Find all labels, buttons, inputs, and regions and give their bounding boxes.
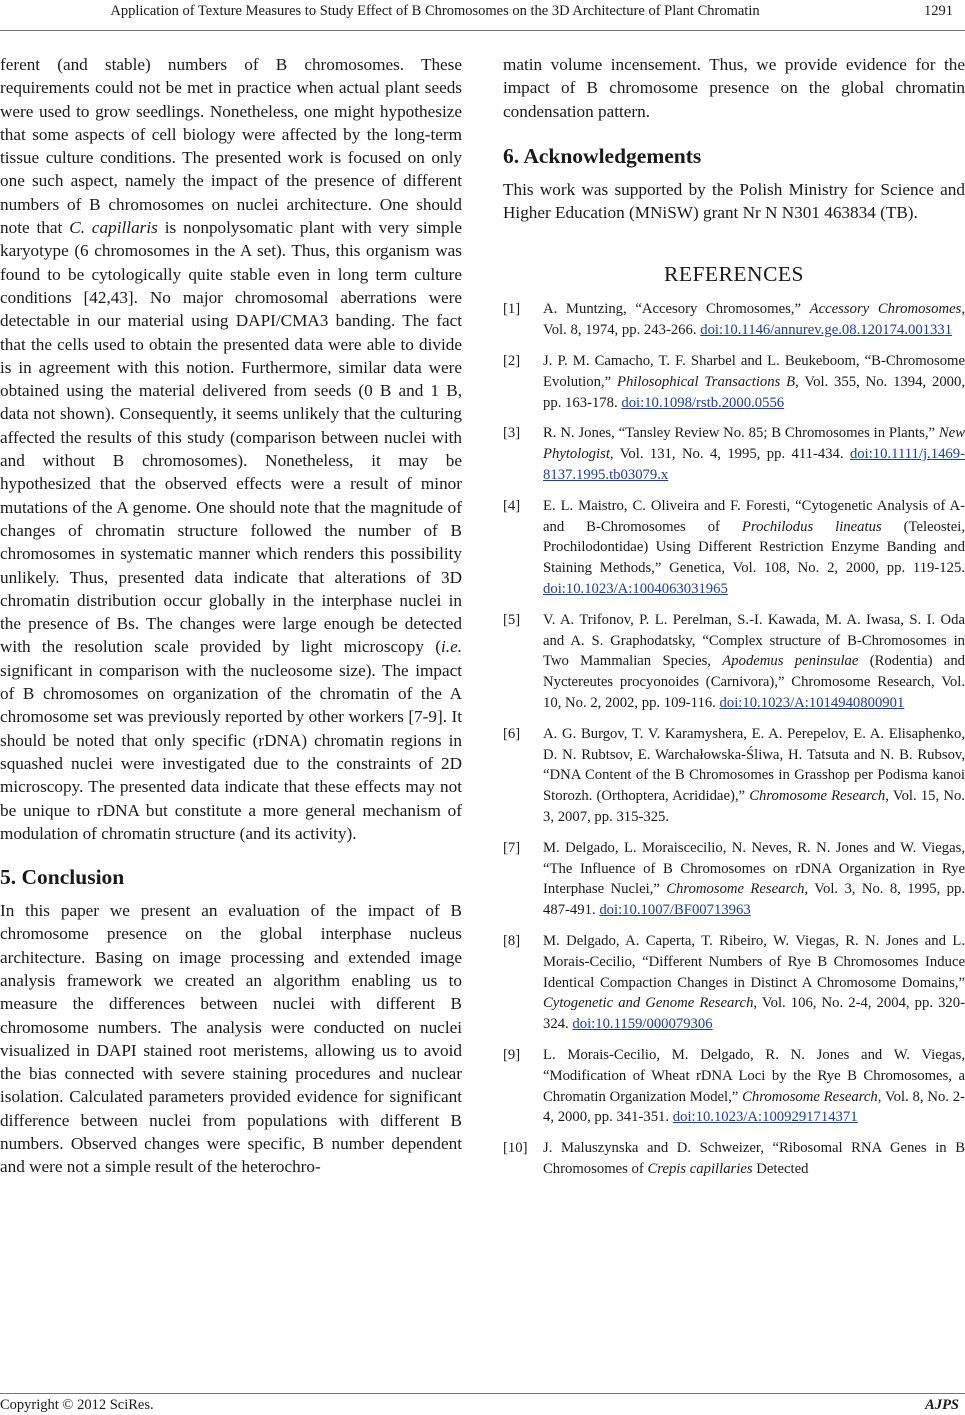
- reference-number: [7]: [503, 839, 521, 856]
- reference-number: [6]: [503, 725, 521, 742]
- acknowledgements-paragraph: This work was supported by the Polish Ministry for Science and Higher Education (MNiSW) grant Nr N N301 463834 (TB).: [503, 179, 965, 223]
- reference-item: [503, 1045, 965, 1128]
- reference-item: [503, 931, 965, 1035]
- reference-number: [8]: [503, 933, 521, 949]
- reference-text: M. Delgado, L. Moraiscecilio, N. Neves, R. N. Jones and W. Viegas, “The Influence of B Chromosomes on rDNA Organization in Rye Interphase Nuclei,” Chromosome Research, Vol. 3, No. 8, 1995, pp. 487-491. doi:10.1007/BF00713963: [543, 839, 965, 919]
- doi-link[interactable]: doi:10.1023/A:1014940800901: [719, 695, 905, 712]
- right-column: [503, 53, 965, 1190]
- reference-text: A. G. Burgov, T. V. Karamyshera, E. A. Perepelov, E. A. Elisaphenko, D. N. Rubtsov, E. Warchałowska-Śliwa, H. Tatsuta and N. B. Rubsov, “DNA Content of the B Chromosomes in Grasshop per Podisma kanoi Storozh. (Orthoptera, Acrididae),” Chromosome Research, Vol. 15, No. 3, 2007, pp. 315-325.: [543, 725, 965, 826]
- continuation-paragraph: matin volume incensement. Thus, we provide evidence for the impact of B chromosome presence on the global chromatin condensation pattern.: [503, 55, 965, 121]
- reference-item: [503, 724, 965, 828]
- doi-link[interactable]: doi:10.1159/000079306: [572, 1016, 713, 1033]
- reference-source: Apodemus peninsulae: [722, 653, 859, 670]
- acknowledgements-heading: 6. Acknowledgements: [503, 143, 702, 168]
- reference-item: [503, 610, 965, 714]
- species-name: C. capillaris: [69, 218, 158, 238]
- journal-abbreviation: AJPS: [925, 1397, 959, 1413]
- reference-source: Philosophical Transactions B: [616, 373, 796, 390]
- reference-text: V. A. Trifonov, P. L. Perelman, S.-I. Kawada, M. A. Iwasa, S. I. Oda and A. S. Graphodatsky, “Complex structure of B-Chromosomes in Two Mammalian Species, Apodemus peninsulae (Rodentia) and Nyctereutes procyonoides (Carnivora),” Chromosome Research, Vol. 10, No. 2, 2002, pp. 109-116. doi:10.1023/A:1014940800901: [543, 611, 965, 712]
- page-number: 1291: [924, 3, 953, 19]
- running-header: [0, 0, 965, 31]
- reference-item: [503, 1138, 965, 1180]
- reference-source: Chromosome Research: [742, 1088, 878, 1105]
- doi-link[interactable]: doi:10.1111/j.1469-8137.1995.tb03079.x: [543, 446, 965, 484]
- reference-source: Chromosome Research: [749, 788, 886, 805]
- doi-link[interactable]: doi:10.1007/BF00713963: [599, 902, 751, 919]
- reference-number: [1]: [503, 301, 521, 318]
- conclusion-heading: 5. Conclusion: [0, 865, 125, 890]
- reference-item: [503, 423, 965, 485]
- copyright-notice: Copyright © 2012 SciRes.: [0, 1397, 154, 1413]
- reference-source: Crepis capillaries: [647, 1160, 753, 1177]
- abbreviation: i.e.: [441, 637, 462, 657]
- left-column: [0, 53, 462, 1179]
- reference-number: [10]: [503, 1140, 528, 1157]
- reference-source: New Phytologist: [543, 425, 965, 463]
- reference-item: [503, 299, 965, 341]
- reference-number: [4]: [503, 497, 521, 514]
- running-title: Application of Texture Measures to Study Effect of B Chromosomes on the 3D Architecture of Plant Chromatin: [110, 3, 760, 19]
- doi-link[interactable]: doi:10.1023/A:1004063031965: [543, 581, 728, 598]
- reference-text: J. P. M. Camacho, T. F. Sharbel and L. Beukeboom, “B-Chromosome Evolution,” Philosophical Transactions B, Vol. 355, No. 1394, 2000, pp. 163-178. doi:10.1098/rstb.2000.0556: [543, 353, 965, 411]
- reference-source: Accessory Chromosomes: [809, 301, 962, 318]
- reference-text: M. Delgado, A. Caperta, T. Ribeiro, W. Viegas, R. N. Jones and L. Morais-Cecilio, “Different Numbers of Rye B Chromosomes Induce Identical Compaction Changes in Distinct A Chromosome Domains,” Cytogenetic and Genome Research, Vol. 106, No. 2-4, 2004, pp. 320-324. doi:10.1159/000079306: [543, 933, 965, 1033]
- reference-item: [503, 496, 965, 600]
- conclusion-paragraph: In this paper we present an evaluation of the impact of B chromosome presence on the global interphase nucleus architecture. Basing on image processing and extended image analysis framework we created an algorithm enabling us to measure the differences between nuclei with different B chromosome numbers. The analysis were conducted on nuclei visualized in DAPI stained root meristems, allowing us to avoid the bias connected with severe staining procedures and nuclear isolation. Calculated parameters provided evidence for significant difference between nuclei from populations with different B numbers. Observed changes were specific, B number dependent and were not a simple result of the heterochro-: [0, 901, 462, 1177]
- page-footer: [0, 1393, 965, 1415]
- reference-source: Prochilodus lineatus: [741, 518, 882, 535]
- reference-text: J. Maluszynska and D. Schweizer, “Ribosomal RNA Genes in B Chromosomes of Crepis capillaries Detected: [543, 1140, 965, 1177]
- reference-number: [2]: [503, 353, 521, 370]
- reference-item: [503, 838, 965, 921]
- reference-item: [503, 351, 965, 413]
- reference-text: R. N. Jones, “Tansley Review No. 85; B Chromosomes in Plants,” New Phytologist, Vol. 131, No. 4, 1995, pp. 411-434. doi:10.1111/j.1469-8137.1995.tb03079.x: [543, 425, 965, 484]
- reference-text: A. Muntzing, “Accesory Chromosomes,” Accessory Chromosomes, Vol. 8, 1974, pp. 243-266. doi:10.1146/annurev.ge.08.120174.001331: [543, 301, 965, 339]
- reference-text: E. L. Maistro, C. Oliveira and F. Foresti, “Cytogenetic Analysis of A- and B-Chromosomes of Prochilodus lineatus (Teleostei, Prochilodontidae) Using Different Restriction Enzyme Banding and Staining Methods,” Genetica, Vol. 108, No. 2, 2000, pp. 119-125. doi:10.1023/A:1004063031965: [543, 497, 965, 598]
- reference-source: Cytogenetic and Genome Research: [543, 995, 754, 1012]
- reference-number: [5]: [503, 611, 521, 628]
- text-run: is nonpolysomatic plant with very simple karyotype (6 chromosomes in the A set). Thus, this organism was found to be cytologically quite stable even in long term culture conditions [42,43]. No major chromosomal aberrations were detectable in our material using DAPI/CMA3 banding. The fact that the cells used to obtain the presented data were able to divide is in agreement with this notion. Furthermore, similar data were obtained using the material delivered from seeds (0 B and 1 B, data not shown). Consequently, it seems unlikely that the culturing affected the results of this study (comparison between nuclei with and without B chromosomes). Nonetheless, it may be hypothesized that the observed effects were a result of minor mutations of the A genome. One should note that the magnitude of changes of chromatin structure followed the number of B chromosomes in systematic manner which renders this possibility unlikely. Thus, presented data indicate that alterations of 3D chromatin distribution occur globally in the interphase nuclei in the presence of Bs. The changes were large enough be detected with the resolution scale provided by light microscopy (: [0, 218, 462, 657]
- text-run: ferent (and stable) numbers of B chromosomes. These requirements could not be met in practice when actual plant seeds were used to grow seedlings. Nonetheless, one might hypothesize that some aspects of cell biology were affected by the long-term tissue culture conditions. The presented work is focused on only one such aspect, namely the impact of the presence of different numbers of B chromosomes on nuclei architecture. One should note that: [0, 55, 462, 238]
- reference-number: [9]: [503, 1046, 521, 1063]
- reference-number: [3]: [503, 425, 521, 442]
- text-run: significant in comparison with the nucleosome size). The impact of B chromosomes on organization of the chromatin of the A chromosome set was previously reported by other workers [7-9]. It should be noted that only specific (rDNA) chromatin regions in squashed nuclei were investigated due to the constraints of 2D microscopy. The presented data indicate that these effects may not be unique to rDNA but constitute a more general mechanism of modulation of chromatin structure (and its activity).: [0, 660, 462, 843]
- doi-link[interactable]: doi:10.1146/annurev.ge.08.120174.001331: [700, 322, 953, 339]
- doi-link[interactable]: doi:10.1023/A:1009291714371: [672, 1109, 858, 1126]
- doi-link[interactable]: doi:10.1098/rstb.2000.0556: [621, 394, 785, 411]
- references-heading: REFERENCES: [664, 262, 804, 287]
- reference-text: L. Morais-Cecilio, M. Delgado, R. N. Jones and W. Viegas, “Modification of Wheat rDNA Loci by the Rye B Chromosomes, a Chromatin Organization Model,” Chromosome Research, Vol. 8, No. 2-4, 2000, pp. 341-351. doi:10.1023/A:1009291714371: [543, 1046, 965, 1126]
- reference-source: Chromosome Research: [666, 881, 805, 898]
- reference-list: [503, 299, 965, 1179]
- discussion-paragraph: [0, 53, 462, 845]
